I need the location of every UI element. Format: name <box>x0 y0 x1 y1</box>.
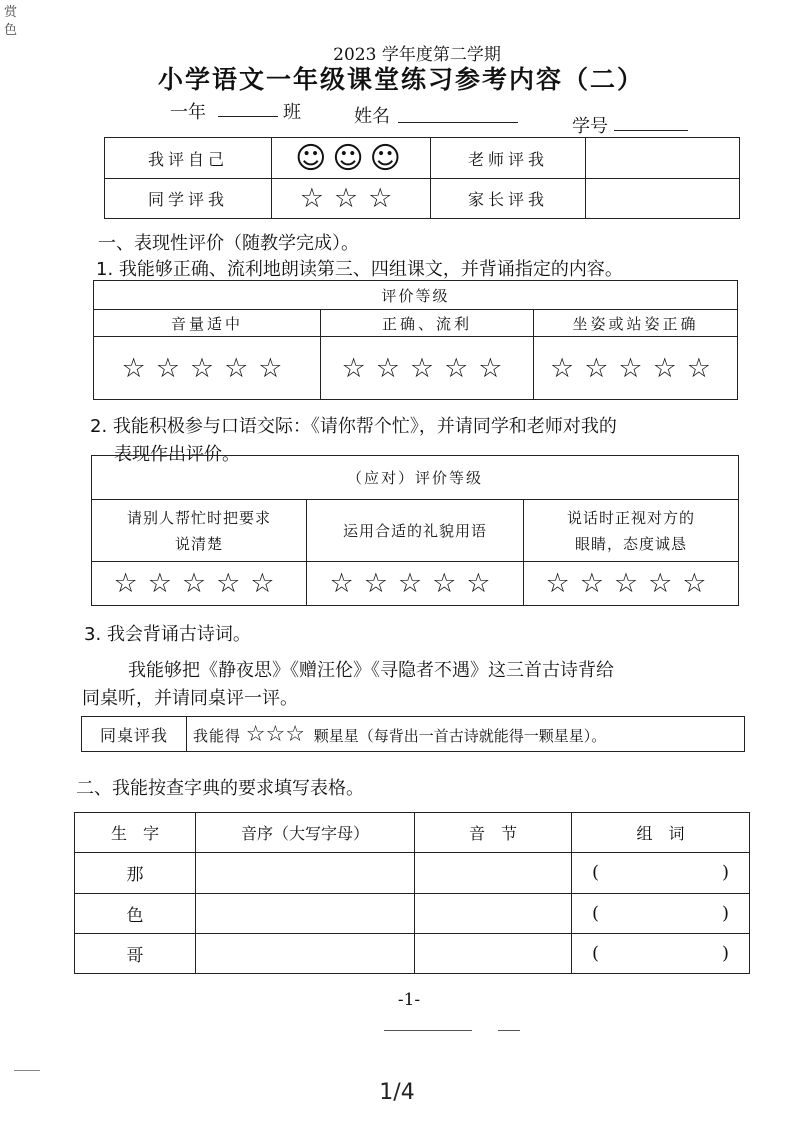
words-input[interactable]: ( ) <box>572 933 750 973</box>
item2-col3-line1: 说话时正视对方的 <box>566 508 695 527</box>
id-blank[interactable] <box>614 130 688 131</box>
teacher-eval-cell[interactable] <box>586 138 740 179</box>
item2-header: （应对）评价等级 <box>92 456 739 500</box>
section1-title: 一、表现性评价（随教学完成）。 <box>98 233 359 254</box>
header-order: 音序（大写字母） <box>196 813 415 853</box>
item1-col-fluency: 正确、流利 <box>321 310 534 337</box>
syllable-input[interactable] <box>415 893 572 933</box>
corner-mark-1: 赏 <box>4 5 18 20</box>
term-heading: 2023 学年度第二学期 <box>333 45 501 65</box>
item1-text: 1. 我能够正确、流利地朗读第三、四组课文，并背诵指定的内容。 <box>96 259 623 280</box>
item2-col-polite: 运用合适的礼貌用语 <box>307 500 524 562</box>
table-row <box>75 893 750 933</box>
order-input[interactable] <box>196 893 415 933</box>
smiley-icons[interactable]: ☺☺☺ <box>272 138 431 179</box>
item2-stars-polite[interactable] <box>307 562 524 606</box>
self-eval-table <box>104 137 740 219</box>
scan-edge-mark <box>14 1070 40 1071</box>
item1-table <box>93 280 738 400</box>
item3-title: 3. 我会背诵古诗词。 <box>84 624 251 645</box>
item2-col1-line2: 说清楚 <box>174 534 223 553</box>
item2-stars-request[interactable] <box>92 562 307 606</box>
order-input[interactable] <box>196 853 415 893</box>
item1-stars-posture[interactable] <box>534 337 738 400</box>
item1-header: 评价等级 <box>94 281 738 310</box>
item1-stars-fluency[interactable] <box>321 337 534 400</box>
item1-col-volume: 音量适中 <box>94 310 321 337</box>
name-label: 姓名 <box>354 106 390 127</box>
section2-title: 二、我能按查字典的要求填写表格。 <box>76 778 364 799</box>
parent-label: 家长评我 <box>431 179 586 219</box>
char-cell: 哥 <box>75 933 196 973</box>
partner-eval-post: 颗星星（每背出一首古诗就能得一颗星星）。 <box>313 726 607 745</box>
classmate-label: 同学评我 <box>105 179 272 219</box>
classmate-star-icons[interactable] <box>272 179 431 219</box>
id-label: 学号 <box>572 116 608 137</box>
classmate-stars: ☆☆☆ <box>299 183 403 214</box>
student-info-row <box>0 96 794 137</box>
item2-stars-eye[interactable] <box>524 562 739 606</box>
item1-stars-volume[interactable] <box>94 337 321 400</box>
header-char: 生 字 <box>75 813 196 853</box>
char-cell: 那 <box>75 853 196 893</box>
page-counter: 1/4 <box>379 1080 415 1105</box>
partner-star-icons[interactable]: ☆☆☆ <box>245 721 305 747</box>
parent-eval-cell[interactable] <box>586 179 740 219</box>
syllable-input[interactable] <box>415 853 572 893</box>
class-blank[interactable] <box>218 116 278 117</box>
item2-col3-line2: 眼睛，态度诚恳 <box>574 534 687 553</box>
item2-col1-line1: 请别人帮忙时把要求 <box>126 508 271 527</box>
table-row <box>75 933 750 973</box>
star-icons: ☆☆☆☆☆ <box>545 568 717 599</box>
char-cell: 色 <box>75 893 196 933</box>
me-label: 我评自己 <box>105 138 272 179</box>
table-row <box>75 853 750 893</box>
item2-table <box>91 455 739 606</box>
dictionary-table <box>74 812 750 974</box>
syllable-input[interactable] <box>415 933 572 973</box>
star-icons: ☆☆☆☆☆ <box>341 352 513 384</box>
partner-eval-table <box>81 716 745 752</box>
partner-eval-label: 同桌评我 <box>82 717 187 752</box>
item3-para-line1: 我能够把《静夜思》《赠汪伦》《寻隐者不遇》这三首古诗背给 <box>128 660 614 681</box>
page-mark: -1- <box>397 990 421 1010</box>
header-syllable: 音 节 <box>415 813 572 853</box>
teacher-label: 老师评我 <box>431 138 586 179</box>
page-title: 小学语文一年级课堂练习参考内容（二） <box>158 65 645 94</box>
partner-eval-pre: 我能得 <box>193 726 242 745</box>
item2-col-request <box>92 500 307 562</box>
header-words: 组 词 <box>572 813 750 853</box>
class-label-post: 班 <box>283 102 301 123</box>
footer-dash <box>498 1030 520 1031</box>
item2-text-line2: 表现作出评价。 <box>114 444 240 465</box>
item2-text-line1: 2. 我能积极参与口语交际：《请你帮个忙》，并请同学和老师对我的 <box>90 416 617 437</box>
star-icons: ☆☆☆☆☆ <box>549 352 722 384</box>
words-input[interactable]: ( ) <box>572 853 750 893</box>
star-icons: ☆☆☆☆☆ <box>113 568 285 599</box>
order-input[interactable] <box>196 933 415 973</box>
name-blank[interactable] <box>398 122 518 123</box>
corner-mark-2: 色 <box>4 23 18 38</box>
footer-dash <box>384 1030 472 1031</box>
words-input[interactable]: ( ) <box>572 893 750 933</box>
class-label-pre: 一年 <box>170 102 206 123</box>
star-icons: ☆☆☆☆☆ <box>121 352 293 384</box>
item1-col-posture: 坐姿或站姿正确 <box>534 310 738 337</box>
item2-col-eye <box>524 500 739 562</box>
star-icons: ☆☆☆☆☆ <box>329 568 501 599</box>
item3-para-line2: 同桌听，并请同桌评一评。 <box>82 688 298 709</box>
